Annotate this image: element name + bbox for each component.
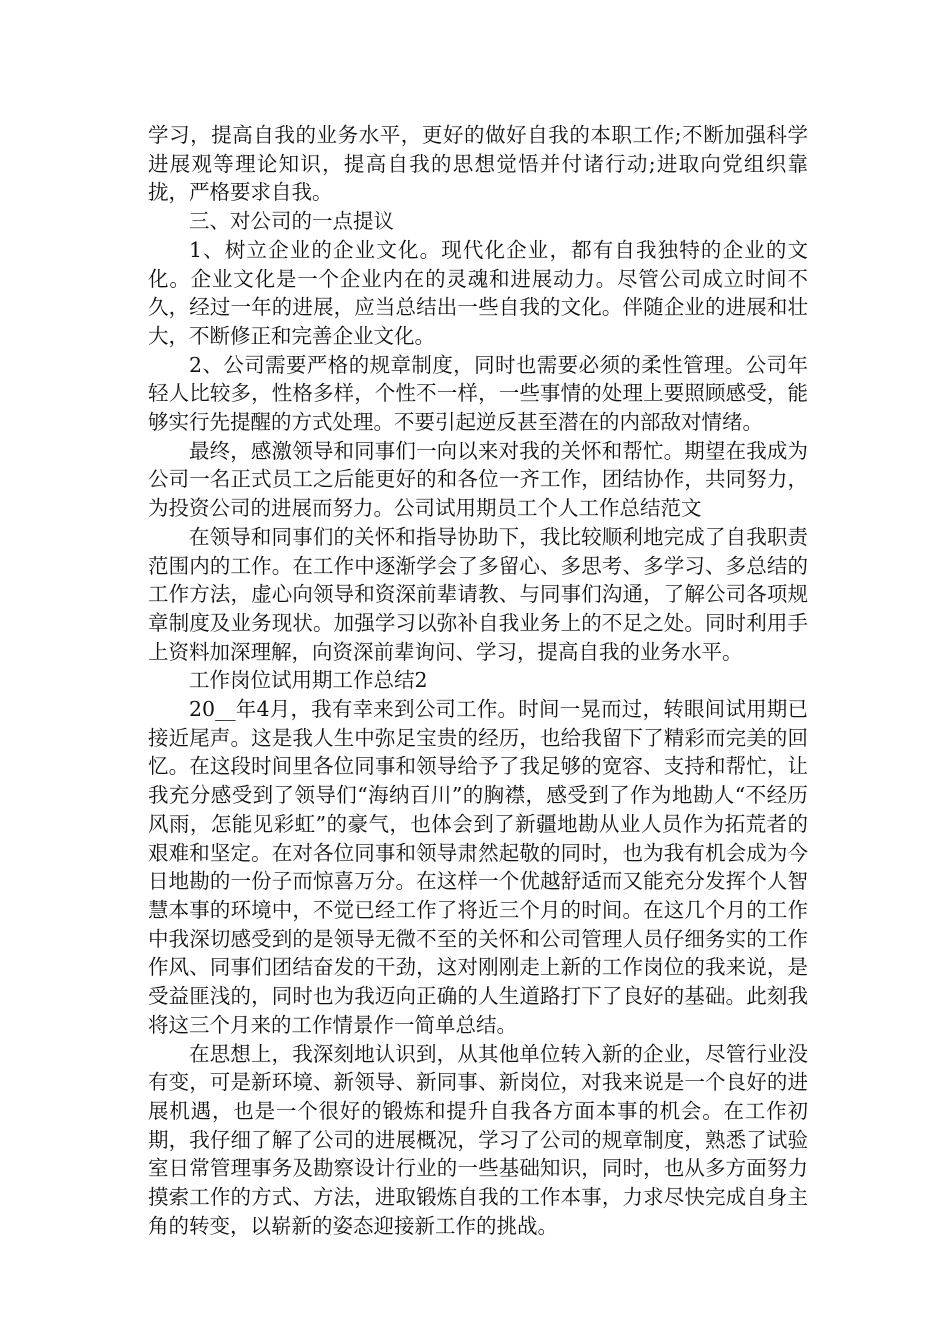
paragraph-closing-thanks: 最终，感激领导和同事们一向以来对我的关怀和帮忙。期望在我成为公司一名正式员工之后能更好的和各位一齐工作，团结协作，共同努力，为投资公司的进展而努力。公司试用期员工个人工作总结范文 (148, 438, 808, 521)
section-heading-summary-2: 工作岗位试用期工作总结2 (189, 668, 428, 693)
section-heading-suggestions: 三、对公司的一点提议 (189, 209, 394, 234)
paragraph-arrival: 20__年4月，我有幸来到公司工作。时间一晃而过，转眼间试用期已接近尾声。这是我人生中弥足宝贵的经历，也给我留下了精彩而完美的回忆。在这段时间里各位同事和领导给予了我足够的宽容、支持和帮忙，让我充分感受到了领导们“海纳百川”的胸襟，感受到了作为地勘人“不经历风雨，怎能见彩虹”的豪气，也体会到了新疆地勘从业人员作为拓荒者的艰难和坚定。在对各位同事和领导肃然起敬的同时，也为我有机会成为今日地勘的一份子而惊喜万分。在这样一个优越舒适而又能充分发挥个人智慧本事的环境中，不觉已经工作了将近三个月的时间。在这几个月的工作中我深切感受到的是领导无微不至的关怀和公司管理人员仔细务实的工作作风、同事们团结奋发的干劲，这对刚刚走上新的工作岗位的我来说，是受益匪浅的，同时也为我迈向正确的人生道路打下了良好的基础。此刻我将这三个月来的工作情景作一简单总结。 (148, 697, 808, 1037)
paragraph-thinking: 在思想上，我深刻地认识到，从其他单位转入新的企业，尽管行业没有变，可是新环境、新领导、新同事、新岗位，对我来说是一个良好的进展机遇，也是一个很好的锻炼和提升自我各方面本事的机会。在工作初期，我仔细了解了公司的进展概况，学习了公司的规章制度，熟悉了试验室日常管理事务及勘察设计行业的一些基础知识，同时，也从多方面努力摸索工作的方式、方法，进取锻炼自我的工作本事，力求尽快完成自身主角的转变，以崭新的姿态迎接新工作的挑战。 (148, 1041, 808, 1238)
paragraph-work-summary: 在领导和同事们的关怀和指导协助下，我比较顺利地完成了自我职责范围内的工作。在工作中逐渐学会了多留心、多思考、多学习、多总结的工作方法，虚心向领导和资深前辈请教、与同事们沟通，了解公司各项规章制度及业务现状。加强学习以弥补自我业务上的不足之处。同时利用手上资料加深理解，向资深前辈询问、学习，提高自我的业务水平。 (148, 524, 808, 664)
paragraph-continuation: 学习，提高自我的业务水平，更好的做好自我的本职工作;不断加强科学进展观等理论知识，提高自我的思想觉悟并付诸行动;进取向党组织靠拢，严格要求自我。 (148, 123, 808, 205)
document-body (148, 121, 808, 1240)
paragraph-suggestion-2: 2、公司需要严格的规章制度，同时也需要必须的柔性管理。公司年轻人比较多，性格多样，个性不一样，一些事情的处理上要照顾感受，能够实行先提醒的方式处理。不要引起逆反甚至潜在的内部敌对情绪。 (148, 352, 808, 435)
paragraph-suggestion-1: 1、树立企业的企业文化。现代化企业，都有自我独特的企业的文化。企业文化是一个企业内在的灵魂和进展动力。尽管公司成立时间不久，经过一年的进展，应当总结出一些自我的文化。伴随企业的进展和壮大，不断修正和完善企业文化。 (148, 237, 808, 348)
